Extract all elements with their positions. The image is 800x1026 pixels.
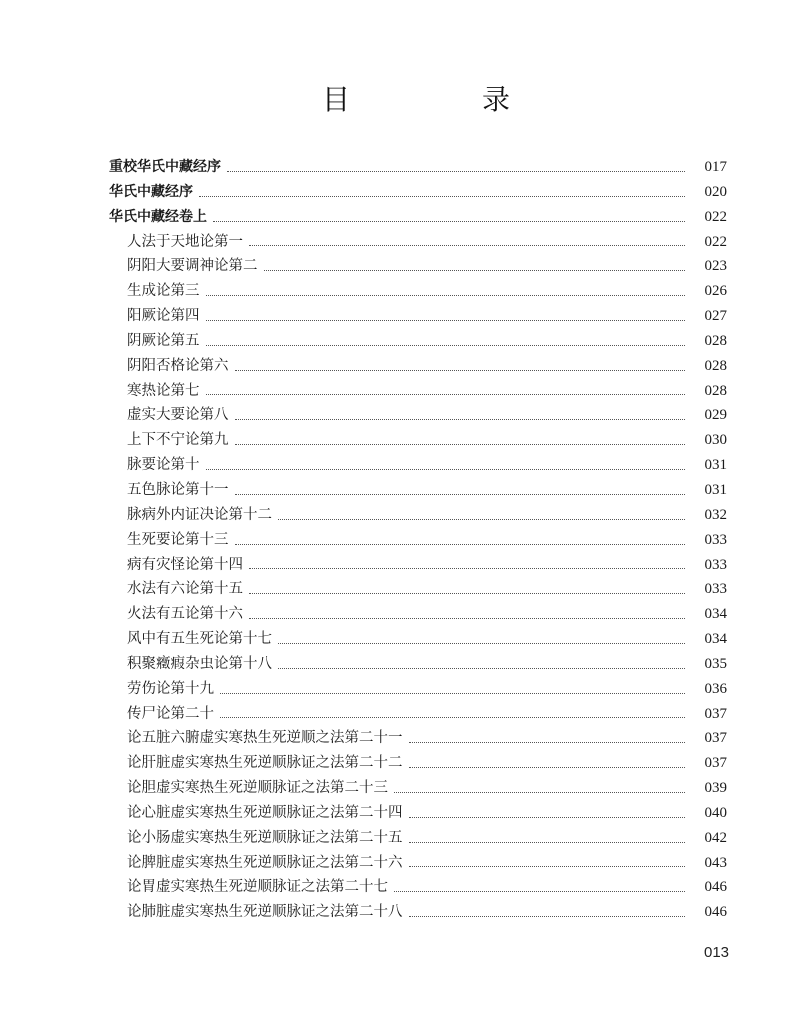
dot-leader [220, 717, 685, 718]
dot-leader [206, 295, 686, 296]
toc-entry-page: 031 [704, 457, 727, 474]
toc-entry-page: 033 [704, 556, 727, 573]
toc-entry[interactable] [109, 180, 727, 205]
dot-leader [409, 842, 686, 843]
toc-entry-page: 026 [704, 283, 727, 300]
toc-entry-title: 华氏中藏经序 [109, 183, 193, 200]
toc-entry-title: 寒热论第七 [127, 382, 200, 399]
toc-entry[interactable] [109, 379, 727, 404]
toc-entry-title: 生成论第三 [127, 283, 200, 300]
dot-leader [249, 245, 685, 246]
toc-entry[interactable] [109, 851, 727, 876]
toc-entry[interactable] [109, 329, 727, 354]
toc-entry-title: 论脾脏虚实寒热生死逆顺脉证之法第二十六 [127, 854, 403, 871]
toc-entry-title: 华氏中藏经卷上 [109, 208, 207, 225]
table-of-contents [109, 155, 727, 925]
dot-leader [206, 345, 686, 346]
toc-entry[interactable] [109, 403, 727, 428]
toc-entry-page: 034 [704, 606, 727, 623]
toc-entry-title: 人法于天地论第一 [127, 233, 243, 250]
toc-entry-page: 017 [704, 159, 727, 175]
toc-entry[interactable] [109, 428, 727, 453]
toc-entry-title: 脉要论第十 [127, 457, 200, 474]
toc-entry[interactable] [109, 900, 727, 925]
dot-leader [278, 519, 685, 520]
toc-entry-title: 积聚癥瘕杂虫论第十八 [127, 655, 272, 672]
toc-entry-page: 042 [704, 829, 727, 846]
toc-entry-title: 阴厥论第五 [127, 332, 200, 349]
toc-entry-page: 022 [704, 208, 727, 225]
toc-entry-title: 论心脏虚实寒热生死逆顺脉证之法第二十四 [127, 804, 403, 821]
toc-entry-page: 036 [704, 680, 727, 697]
toc-entry-title: 论胃虚实寒热生死逆顺脉证之法第二十七 [127, 879, 388, 896]
toc-entry[interactable] [109, 776, 727, 801]
toc-entry-page: 040 [704, 804, 727, 821]
toc-entry-page: 037 [704, 755, 727, 772]
toc-entry[interactable] [109, 279, 727, 304]
toc-entry-page: 028 [704, 357, 727, 374]
dot-leader [213, 221, 685, 222]
toc-entry-page: 031 [704, 481, 727, 498]
toc-entry[interactable] [109, 826, 727, 851]
toc-entry-title: 虚实大要论第八 [127, 407, 229, 424]
toc-entry-page: 046 [704, 879, 727, 896]
toc-entry-title: 上下不宁论第九 [127, 432, 229, 449]
toc-entry[interactable] [109, 254, 727, 279]
toc-entry[interactable] [109, 503, 727, 528]
toc-entry[interactable] [109, 652, 727, 677]
toc-entry[interactable] [109, 155, 727, 180]
dot-leader [206, 469, 686, 470]
toc-entry-title: 传尸论第二十 [127, 705, 214, 722]
toc-entry-title: 劳伤论第十九 [127, 680, 214, 697]
toc-entry-page: 027 [704, 308, 727, 325]
toc-entry-page: 039 [704, 780, 727, 797]
toc-entry[interactable] [109, 230, 727, 255]
dot-leader [264, 270, 686, 271]
dot-leader [235, 444, 686, 445]
toc-entry[interactable] [109, 801, 727, 826]
toc-entry-title: 脉病外内证决论第十二 [127, 506, 272, 523]
toc-entry[interactable] [109, 577, 727, 602]
toc-entry[interactable] [109, 354, 727, 379]
toc-entry-page: 043 [704, 854, 727, 871]
toc-entry-title: 论小肠虚实寒热生死逆顺脉证之法第二十五 [127, 829, 403, 846]
dot-leader [409, 767, 686, 768]
toc-entry-page: 037 [704, 730, 727, 747]
toc-entry-page: 037 [704, 705, 727, 722]
dot-leader [249, 593, 685, 594]
toc-entry[interactable] [109, 702, 727, 727]
toc-entry-title: 阴阳大要调神论第二 [127, 258, 258, 275]
dot-leader [235, 370, 686, 371]
toc-entry-page: 032 [704, 506, 727, 523]
toc-entry-page: 046 [704, 904, 727, 921]
page-title: 目 录 [321, 83, 562, 116]
toc-entry-page: 022 [704, 233, 727, 250]
toc-entry-page: 020 [704, 183, 727, 200]
toc-entry[interactable] [109, 677, 727, 702]
toc-entry-page: 023 [704, 258, 727, 275]
toc-entry-page: 035 [704, 655, 727, 672]
dot-leader [206, 394, 686, 395]
toc-entry-title: 论五脏六腑虚实寒热生死逆顺之法第二十一 [127, 730, 403, 747]
dot-leader [409, 866, 686, 867]
dot-leader [409, 916, 686, 917]
toc-entry-page: 033 [704, 581, 727, 598]
toc-entry-page: 028 [704, 382, 727, 399]
toc-entry[interactable] [109, 453, 727, 478]
toc-entry[interactable] [109, 726, 727, 751]
dot-leader [249, 618, 685, 619]
toc-entry[interactable] [109, 205, 727, 230]
dot-leader [199, 196, 685, 197]
dot-leader [220, 693, 685, 694]
toc-entry-title: 火法有五论第十六 [127, 606, 243, 623]
toc-entry-title: 水法有六论第十五 [127, 581, 243, 598]
toc-entry[interactable] [109, 602, 727, 627]
toc-entry-title: 重校华氏中藏经序 [109, 159, 221, 175]
toc-entry[interactable] [109, 751, 727, 776]
toc-entry[interactable] [109, 304, 727, 329]
toc-entry-title: 阳厥论第四 [127, 308, 200, 325]
toc-entry-title: 阴阳否格论第六 [127, 357, 229, 374]
dot-leader [409, 742, 686, 743]
toc-entry-title: 论肺脏虚实寒热生死逆顺脉证之法第二十八 [127, 904, 403, 921]
dot-leader [394, 891, 685, 892]
toc-entry[interactable] [109, 478, 727, 503]
dot-leader [249, 568, 685, 569]
toc-entry[interactable] [109, 875, 727, 900]
toc-entry-title: 风中有五生死论第十七 [127, 631, 272, 648]
toc-entry-page: 034 [704, 631, 727, 648]
toc-entry[interactable] [109, 553, 727, 578]
toc-entry-title: 生死要论第十三 [127, 531, 229, 548]
toc-entry[interactable] [109, 528, 727, 553]
dot-leader [394, 792, 685, 793]
dot-leader [206, 320, 686, 321]
toc-entry-page: 028 [704, 332, 727, 349]
toc-entry-page: 033 [704, 531, 727, 548]
toc-entry-title: 五色脉论第十一 [127, 481, 229, 498]
toc-entry-title: 论胆虚实寒热生死逆顺脉证之法第二十三 [127, 780, 388, 797]
dot-leader [409, 817, 686, 818]
toc-entry[interactable] [109, 627, 727, 652]
toc-entry-title: 病有灾怪论第十四 [127, 556, 243, 573]
dot-leader [227, 171, 685, 172]
page-number: 013 [704, 944, 730, 961]
dot-leader [235, 419, 686, 420]
toc-entry-page: 030 [704, 432, 727, 449]
toc-entry-page: 029 [704, 407, 727, 424]
toc-entry-title: 论肝脏虚实寒热生死逆顺脉证之法第二十二 [127, 755, 403, 772]
dot-leader [278, 668, 685, 669]
dot-leader [278, 643, 685, 644]
dot-leader [235, 544, 686, 545]
dot-leader [235, 494, 686, 495]
